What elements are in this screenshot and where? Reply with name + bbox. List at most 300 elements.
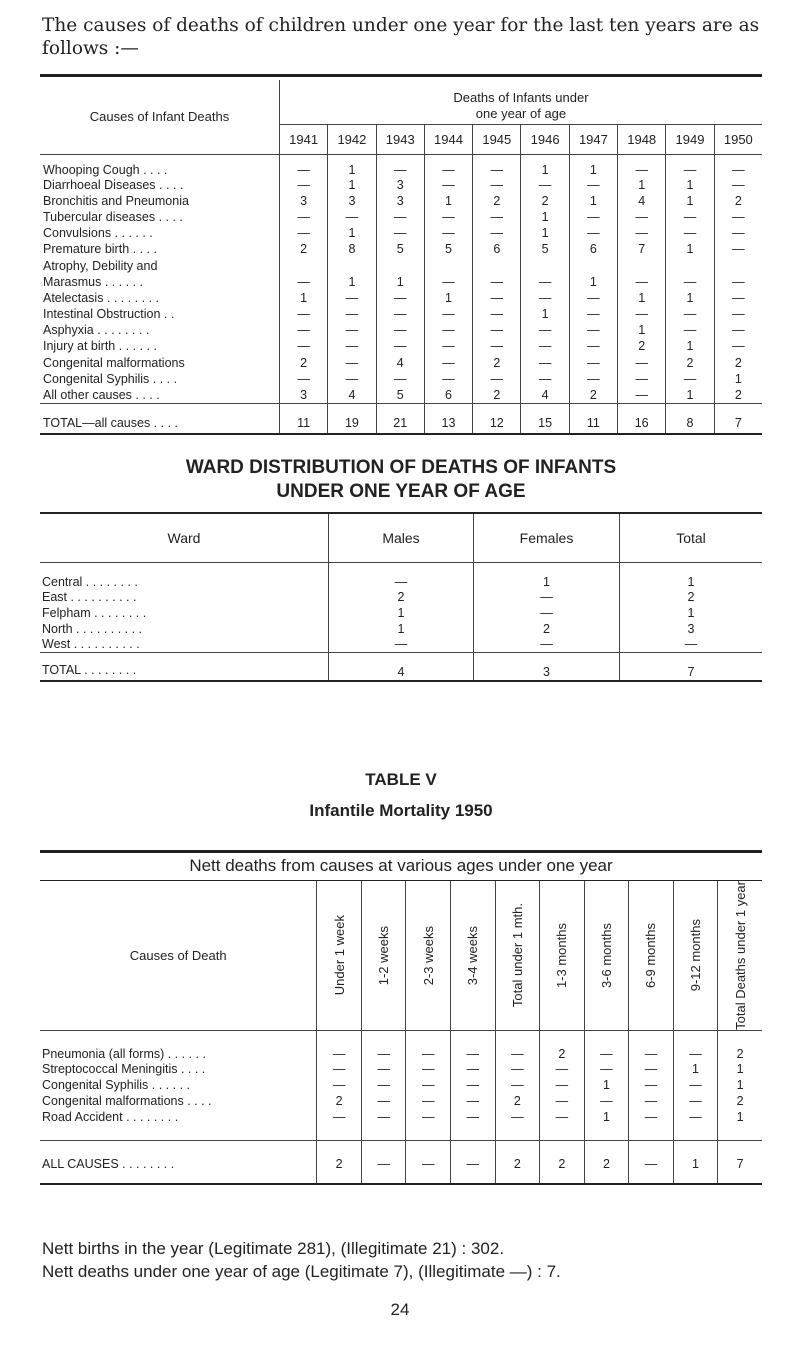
value-cell: 1 <box>424 290 472 306</box>
value-cell: — <box>618 306 666 322</box>
value-cell: — <box>569 225 617 241</box>
value-cell: — <box>473 177 521 193</box>
value-cell: — <box>629 1030 674 1061</box>
value-cell: — <box>673 1109 718 1125</box>
table-row <box>40 371 762 387</box>
age-header <box>584 881 629 1030</box>
all-causes-cell: 2 <box>317 1141 362 1185</box>
value-cell: — <box>424 306 472 322</box>
value-cell: — <box>673 1030 718 1061</box>
value-cell: — <box>424 177 472 193</box>
value-cell: 1 <box>328 177 376 193</box>
ward-males-cell: 1 <box>329 605 474 621</box>
ward-total-total: 7 <box>620 653 763 682</box>
value-cell: — <box>317 1109 362 1125</box>
age-header <box>673 881 718 1030</box>
value-cell: 1 <box>584 1109 629 1125</box>
value-cell: — <box>666 225 714 241</box>
value-cell: 1 <box>666 177 714 193</box>
age-header <box>495 881 540 1030</box>
value-cell: — <box>629 1077 674 1093</box>
value-cell <box>328 257 376 273</box>
value-cell: — <box>629 1109 674 1125</box>
cause-cell: Tubercular diseases . . . . <box>43 209 183 224</box>
value-cell: 1 <box>328 154 376 177</box>
year-header: 1941 <box>279 124 327 154</box>
cause-cell: All other causes . . . . <box>43 387 160 402</box>
total-cell: 12 <box>473 403 521 434</box>
ward-row <box>40 637 762 653</box>
all-causes-label: ALL CAUSES . . . . . . . . <box>42 1157 175 1172</box>
value-cell: — <box>521 355 569 371</box>
value-cell: 5 <box>521 241 569 257</box>
value-cell: 2 <box>718 1030 762 1061</box>
value-cell: 6 <box>569 241 617 257</box>
mortality-row <box>40 1061 762 1077</box>
females-header: Females <box>474 514 620 562</box>
value-cell: — <box>540 1077 585 1093</box>
spacer-cell <box>629 1125 674 1141</box>
value-cell: — <box>569 322 617 338</box>
value-cell: — <box>376 371 424 387</box>
ward-total-cell: 1 <box>620 562 763 589</box>
age-header-label: 1-3 months <box>554 922 570 988</box>
value-cell: — <box>714 177 762 193</box>
value-cell: 1 <box>328 274 376 290</box>
age-header <box>451 881 496 1030</box>
spacer-cell <box>673 1125 718 1141</box>
age-header-label: 1-2 weeks <box>376 925 392 986</box>
ward-header: Ward <box>167 529 201 546</box>
value-cell: — <box>473 338 521 354</box>
value-cell: — <box>618 274 666 290</box>
page-number: 24 <box>390 1300 410 1319</box>
table-row <box>40 387 762 403</box>
age-header <box>361 881 406 1030</box>
value-cell: 4 <box>618 193 666 209</box>
total-cell: 15 <box>521 403 569 434</box>
table-row <box>40 338 762 354</box>
value-cell: — <box>376 209 424 225</box>
table-row <box>40 225 762 241</box>
ward-females-cell: 2 <box>474 621 620 637</box>
causes-ten-years-table <box>40 80 762 435</box>
all-causes-cell: 2 <box>584 1141 629 1185</box>
value-cell: — <box>569 306 617 322</box>
year-header: 1948 <box>618 124 666 154</box>
ward-name: North . . . . . . . . . . <box>42 621 143 636</box>
value-cell: 3 <box>279 193 327 209</box>
value-cell: 3 <box>376 177 424 193</box>
value-cell: — <box>473 290 521 306</box>
value-cell <box>521 257 569 273</box>
ward-distribution-table <box>40 514 762 682</box>
value-cell: — <box>317 1077 362 1093</box>
value-cell <box>473 257 521 273</box>
value-cell: — <box>584 1030 629 1061</box>
ward-row <box>40 589 762 605</box>
value-cell: — <box>521 290 569 306</box>
cause-cell: Bronchitis and Pneumonia <box>43 193 189 208</box>
year-header: 1946 <box>521 124 569 154</box>
value-cell: — <box>376 338 424 354</box>
age-header <box>540 881 585 1030</box>
value-cell: 1 <box>569 274 617 290</box>
table-v-title: TABLE V <box>365 770 437 789</box>
value-cell: 1 <box>666 193 714 209</box>
year-header: 1945 <box>473 124 521 154</box>
value-cell: — <box>451 1061 496 1077</box>
ward-males-cell: 2 <box>329 589 474 605</box>
value-cell: — <box>521 177 569 193</box>
value-cell: 2 <box>718 1093 762 1109</box>
spacer-cell <box>540 1125 585 1141</box>
all-causes-cell: — <box>361 1141 406 1185</box>
value-cell: 1 <box>569 154 617 177</box>
age-header <box>406 881 451 1030</box>
value-cell: 2 <box>317 1093 362 1109</box>
year-header: 1949 <box>666 124 714 154</box>
value-cell: — <box>279 338 327 354</box>
value-cell: 1 <box>328 225 376 241</box>
ward-total-females: 3 <box>474 653 620 682</box>
value-cell: 1 <box>618 290 666 306</box>
value-cell: — <box>279 306 327 322</box>
value-cell: 2 <box>666 355 714 371</box>
value-cell: — <box>376 322 424 338</box>
value-cell: — <box>424 209 472 225</box>
value-cell: — <box>361 1109 406 1125</box>
year-header: 1950 <box>714 124 762 154</box>
spacer-cell <box>317 1125 362 1141</box>
value-cell: — <box>361 1093 406 1109</box>
table-row <box>40 355 762 371</box>
age-header-label: 2-3 weeks <box>420 925 436 986</box>
total-cell: 13 <box>424 403 472 434</box>
ward-total-males: 4 <box>329 653 474 682</box>
value-cell: — <box>361 1030 406 1061</box>
spacer-cell <box>361 1125 406 1141</box>
spacer-cell <box>718 1125 762 1141</box>
value-cell: — <box>584 1093 629 1109</box>
value-cell: — <box>714 322 762 338</box>
value-cell: — <box>569 290 617 306</box>
value-cell: — <box>714 338 762 354</box>
value-cell: — <box>473 274 521 290</box>
value-cell: 7 <box>618 241 666 257</box>
value-cell: — <box>666 371 714 387</box>
total-cell: 8 <box>666 403 714 434</box>
table-row <box>40 274 762 290</box>
value-cell: 2 <box>521 193 569 209</box>
table-row <box>40 257 762 273</box>
value-cell: — <box>569 338 617 354</box>
all-causes-cell: — <box>629 1141 674 1185</box>
spacer-row <box>40 1125 762 1141</box>
value-cell: — <box>618 371 666 387</box>
value-cell: — <box>328 209 376 225</box>
table-row <box>40 322 762 338</box>
table-row <box>40 306 762 322</box>
value-cell: 2 <box>540 1030 585 1061</box>
value-cell: — <box>279 322 327 338</box>
ward-total-cell: 2 <box>620 589 763 605</box>
value-cell: 1 <box>666 290 714 306</box>
cause-cell: Asphyxia . . . . . . . . <box>43 323 150 338</box>
value-cell: — <box>328 371 376 387</box>
value-cell: — <box>328 306 376 322</box>
value-cell: — <box>629 1061 674 1077</box>
value-cell: — <box>406 1093 451 1109</box>
all-causes-cell: 7 <box>718 1141 762 1185</box>
value-cell: 1 <box>618 177 666 193</box>
table-row <box>40 177 762 193</box>
all-causes-cell: — <box>451 1141 496 1185</box>
value-cell: 2 <box>618 338 666 354</box>
value-cell: — <box>584 1061 629 1077</box>
value-cell: 3 <box>376 193 424 209</box>
value-cell: — <box>521 274 569 290</box>
value-cell: 1 <box>584 1077 629 1093</box>
value-cell: 1 <box>521 154 569 177</box>
value-cell: 1 <box>666 387 714 403</box>
cause-cell: Congenital Syphilis . . . . <box>43 371 178 386</box>
value-cell: 1 <box>521 225 569 241</box>
value-cell: — <box>376 225 424 241</box>
total-cell: 7 <box>714 403 762 434</box>
ward-name: Felpham . . . . . . . . <box>42 605 147 620</box>
value-cell: — <box>451 1077 496 1093</box>
age-header-label: 6-9 months <box>643 922 659 988</box>
value-cell: — <box>361 1077 406 1093</box>
value-cell: 1 <box>666 241 714 257</box>
cause-cell: Marasmus . . . . . . <box>43 274 144 289</box>
ward-total-cell: 1 <box>620 605 763 621</box>
value-cell <box>279 257 327 273</box>
ward-males-cell: 1 <box>329 621 474 637</box>
table-v-caption: Nett deaths from causes at various ages under one year <box>189 856 613 875</box>
total-cell: 11 <box>569 403 617 434</box>
age-header-label: 3-6 months <box>598 922 614 988</box>
value-cell: 3 <box>328 193 376 209</box>
value-cell: — <box>328 338 376 354</box>
causes-of-death-header: Causes of Death <box>129 947 227 963</box>
ward-females-cell: — <box>474 605 620 621</box>
mortality-row <box>40 1093 762 1109</box>
value-cell: 1 <box>673 1061 718 1077</box>
value-cell: — <box>279 225 327 241</box>
age-header-label: 9-12 months <box>688 919 704 992</box>
value-cell: 1 <box>569 193 617 209</box>
ward-males-cell: — <box>329 562 474 589</box>
value-cell: — <box>629 1093 674 1109</box>
value-cell: — <box>473 225 521 241</box>
value-cell: — <box>495 1030 540 1061</box>
value-cell: — <box>424 322 472 338</box>
cause-cell: Streptococcal Meningitis . . . . <box>42 1061 206 1076</box>
value-cell: — <box>473 306 521 322</box>
all-causes-cell: — <box>406 1141 451 1185</box>
value-cell: — <box>569 209 617 225</box>
age-header <box>629 881 674 1030</box>
year-header: 1944 <box>424 124 472 154</box>
table-row <box>40 241 762 257</box>
value-cell: — <box>473 322 521 338</box>
value-cell: 4 <box>376 355 424 371</box>
cause-cell: Road Accident . . . . . . . . <box>42 1109 179 1124</box>
age-header-label: Total Deaths under 1 year <box>732 881 748 1030</box>
value-cell: 2 <box>714 387 762 403</box>
total-header: Total <box>620 514 763 562</box>
value-cell: — <box>666 154 714 177</box>
value-cell: — <box>714 290 762 306</box>
year-header: 1942 <box>328 124 376 154</box>
males-header: Males <box>329 514 474 562</box>
value-cell: — <box>540 1093 585 1109</box>
value-cell: 1 <box>424 193 472 209</box>
value-cell: 1 <box>521 306 569 322</box>
value-cell: 2 <box>495 1093 540 1109</box>
cause-cell: Congenital malformations . . . . <box>42 1093 212 1108</box>
value-cell: — <box>406 1109 451 1125</box>
ward-row <box>40 621 762 637</box>
value-cell: — <box>376 306 424 322</box>
all-causes-cell: 2 <box>540 1141 585 1185</box>
value-cell: 4 <box>521 387 569 403</box>
value-cell: — <box>714 154 762 177</box>
group-header: Deaths of Infants under one year of age <box>453 89 589 121</box>
value-cell: — <box>279 274 327 290</box>
value-cell <box>714 257 762 273</box>
value-cell: 1 <box>718 1077 762 1093</box>
value-cell: — <box>361 1061 406 1077</box>
value-cell <box>424 257 472 273</box>
value-cell: 1 <box>718 1109 762 1125</box>
value-cell: — <box>279 177 327 193</box>
table-v-rule <box>40 850 762 853</box>
value-cell: — <box>521 371 569 387</box>
value-cell: — <box>406 1077 451 1093</box>
mortality-row <box>40 1030 762 1061</box>
value-cell: 2 <box>714 355 762 371</box>
value-cell: 6 <box>473 241 521 257</box>
value-cell: 2 <box>473 387 521 403</box>
value-cell: — <box>317 1030 362 1061</box>
value-cell: 8 <box>328 241 376 257</box>
value-cell: 1 <box>521 209 569 225</box>
nett-births-line: Nett births in the year (Legitimate 281), (Illegitimate 21) : 302. <box>42 1239 505 1258</box>
value-cell: — <box>673 1093 718 1109</box>
value-cell: — <box>714 241 762 257</box>
value-cell: — <box>424 371 472 387</box>
cause-cell: Convulsions . . . . . . <box>43 226 153 241</box>
ward-females-cell: — <box>474 589 620 605</box>
value-cell: — <box>424 355 472 371</box>
value-cell: — <box>376 290 424 306</box>
ward-name: East . . . . . . . . . . <box>42 589 137 604</box>
value-cell: — <box>279 154 327 177</box>
value-cell: — <box>451 1030 496 1061</box>
value-cell: — <box>424 274 472 290</box>
value-cell: 5 <box>424 241 472 257</box>
value-cell: 1 <box>376 274 424 290</box>
age-header-label: Total under 1 mth. <box>509 903 525 1008</box>
value-cell: — <box>569 177 617 193</box>
value-cell: — <box>279 371 327 387</box>
value-cell: — <box>495 1061 540 1077</box>
value-cell: 1 <box>279 290 327 306</box>
value-cell: 2 <box>473 193 521 209</box>
cause-header: Causes of Infant Deaths <box>40 80 279 154</box>
total-cell: 19 <box>328 403 376 434</box>
total-cell: 16 <box>618 403 666 434</box>
value-cell: — <box>618 154 666 177</box>
value-cell <box>376 257 424 273</box>
table-row <box>40 193 762 209</box>
value-cell: — <box>317 1061 362 1077</box>
value-cell: — <box>279 209 327 225</box>
top-rule <box>40 74 762 77</box>
ward-females-cell: 1 <box>474 562 620 589</box>
value-cell: — <box>673 1077 718 1093</box>
value-cell: 1 <box>666 338 714 354</box>
value-cell: — <box>714 274 762 290</box>
cause-cell: Diarrhoeal Diseases . . . . <box>43 177 184 192</box>
table-row <box>40 209 762 225</box>
value-cell: — <box>424 338 472 354</box>
value-cell: — <box>473 371 521 387</box>
value-cell: 1 <box>618 322 666 338</box>
value-cell: — <box>666 322 714 338</box>
value-cell <box>618 257 666 273</box>
ward-males-cell: — <box>329 637 474 653</box>
year-header: 1943 <box>376 124 424 154</box>
table-row <box>40 290 762 306</box>
value-cell <box>666 257 714 273</box>
value-cell: — <box>521 322 569 338</box>
total-cell: 11 <box>279 403 327 434</box>
infantile-mortality-table <box>40 881 762 1185</box>
value-cell: — <box>328 290 376 306</box>
cause-cell: Pneumonia (all forms) . . . . . . <box>42 1046 206 1061</box>
value-cell: — <box>451 1093 496 1109</box>
all-causes-cell: 1 <box>673 1141 718 1185</box>
spacer-cell <box>406 1125 451 1141</box>
ward-name: West . . . . . . . . . . <box>42 637 140 652</box>
ward-total-cell: — <box>620 637 763 653</box>
spacer-cell <box>40 1125 317 1141</box>
value-cell: — <box>473 209 521 225</box>
value-cell: — <box>540 1061 585 1077</box>
value-cell: 2 <box>473 355 521 371</box>
value-cell: — <box>569 371 617 387</box>
ward-total-label: TOTAL . . . . . . . . <box>42 663 137 677</box>
value-cell: 3 <box>279 387 327 403</box>
value-cell: — <box>569 355 617 371</box>
all-causes-row <box>40 1141 762 1185</box>
ward-females-cell: — <box>474 637 620 653</box>
value-cell: — <box>714 306 762 322</box>
ward-title-1: WARD DISTRIBUTION OF DEATHS OF INFANTS <box>185 457 617 478</box>
value-cell: — <box>473 154 521 177</box>
value-cell: 5 <box>376 387 424 403</box>
value-cell: — <box>521 338 569 354</box>
value-cell: — <box>666 274 714 290</box>
value-cell: — <box>540 1109 585 1125</box>
spacer-cell <box>584 1125 629 1141</box>
cause-cell: Injury at birth . . . . . . <box>43 339 157 354</box>
value-cell: — <box>406 1061 451 1077</box>
